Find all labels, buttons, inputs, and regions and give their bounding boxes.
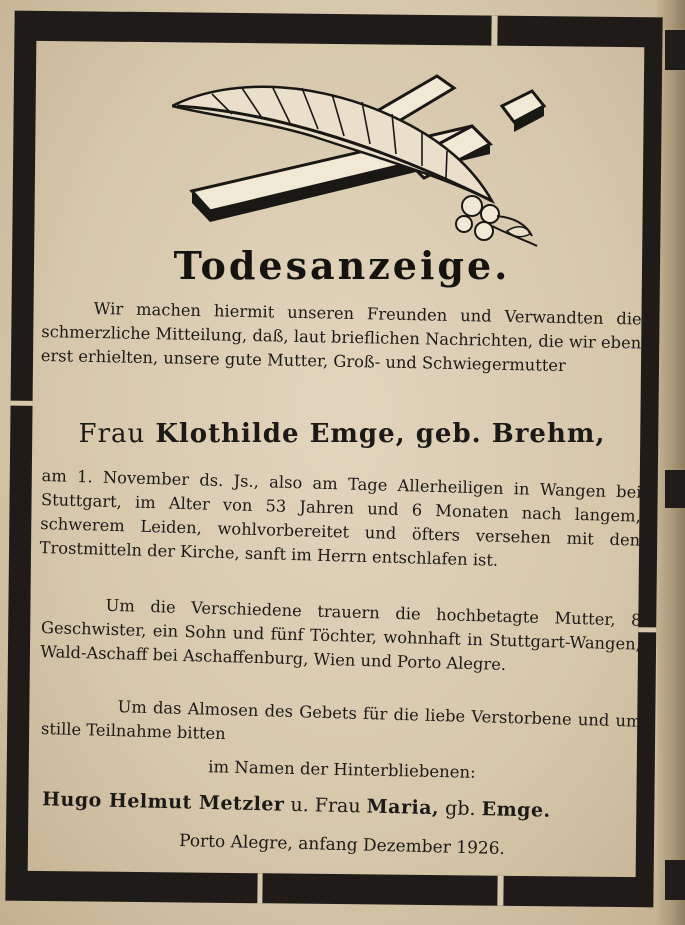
signer-1: Hugo Helmut Metzler <box>41 788 285 816</box>
name-main: Klothilde Emge, geb. Brehm, <box>155 419 606 449</box>
death-notice <box>39 60 642 880</box>
signer-2-last: Emge. <box>481 798 551 822</box>
mourners-paragraph: Um die Verschiedene trauern die hochbetagte Mutter, 8 Geschwister, ein Sohn und fünf Töchter, wohnhaft in Stuttgart-Wangen, Wald-Aschaff bei Aschaffenburg, Wien und Porto Alegre. <box>40 595 642 674</box>
notice-title: Todesanzeige. <box>173 243 511 288</box>
deceased-name <box>42 419 642 449</box>
signer-connector: u. Frau <box>290 793 361 818</box>
death-details-paragraph: am 1. November ds. Js., also am Tage Allerheiligen in Wangen bei Stuttgart, im Alter von 53 Jahren und 6 Monaten nach langem, schwerem Leiden, wohlvorbereitet und öfters versehen mit den Trostmitteln der Kirche, sanft im Herrn entschlafen ist. <box>39 465 642 570</box>
signer-2-first: Maria, <box>366 795 440 820</box>
place-date-line: Porto Alegre, anfang Dezember 1926. <box>178 831 506 859</box>
intro-paragraph: Wir machen hiermit unseren Freunden und Verwandten die schmerzliche Mitteilung, daß, laut brieflichen Nachrichten, die wir eben erst erhielten, unsere gute Mutter, Groß- und Schwiegermutter <box>40 298 642 376</box>
request-paragraph: Um das Almosen des Gebets für die liebe Verstorbene und um stille Teilnahme bitten <box>40 697 642 744</box>
on-behalf-line: im Namen der Hinterbliebenen: <box>208 757 476 782</box>
cross-and-quill-emblem <box>172 66 552 256</box>
signer-2-mid: gb. <box>444 797 476 821</box>
flower-bouquet-icon <box>456 196 537 246</box>
signature-line <box>42 788 642 824</box>
name-prefix: Frau <box>78 419 146 449</box>
